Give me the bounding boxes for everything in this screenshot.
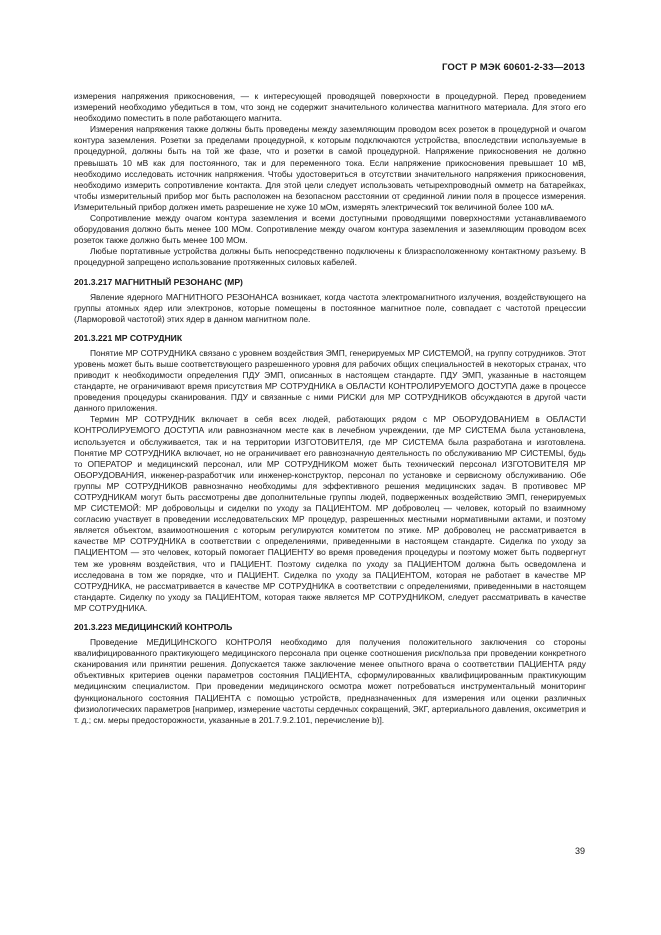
paragraph: Измерения напряжения также должны быть проведены между заземляющим проводом всех розеток в процедурной и очагом контура заземления. Розетки за пределами процедурной, к которым подключаются устройства, впоследствии используемые в процедурной, должны быть на той же фазе, что и розетки в самой процедурной. Напряжение прикосновения не должно превышать 10 мВ как для постоянного, так и для переменного тока. Если напряжение прикосновения превышает 10 мВ, необходимо исследовать источник напряжения. Чтобы удостовериться в отсутствии значительного напряжения прикосновения, необходимо измерить сопротивление контакта. Для этой цели следует использовать четырехпроводный омметр на батарейках, чтобы измерительный прибор мог быть расположен на безопасном расстоянии от срединной линии поля в процессе измерения. Измерительный прибор должен иметь разрешение не хуже 10 мОм, измерять электрический ток величиной более 100 мА. — [74, 124, 586, 212]
paragraph: Понятие МР СОТРУДНИКА связано с уровнем воздействия ЭМП, генерируемых МР СИСТЕМОЙ, на группу сотрудников. Этот уровень может быть выше соответствующего разрешенного уровня для рабочих общих специальностей в некоторых странах, что приводит к необходимости определения ПДУ ЭМП, описанных в настоящем стандарте. ПДУ ЭМП, указанные в настоящем стандарте, не ограничивают время присутствия МР СОТРУДНИКА в ОБЛАСТИ КОНТРОЛИРУЕМОГО ДОСТУПА даже в процессе проведения процедуры сканирования. ПДУ и связанные с ними РИСКИ для МР СОТРУДНИКОВ обсуждаются в другой части данного приложения. — [74, 347, 586, 414]
section-heading-mr-staff: 201.3.221 МР СОТРУДНИК — [74, 332, 183, 343]
paragraph: Термин МР СОТРУДНИК включает в себя всех людей, работающих рядом с МР ОБОРУДОВАНИЕМ в ОБЛАСТИ КОНТРОЛИРУЕМОГО ДОСТУПА или равнозначном месте как в лечебном учреждении, где МР СИСТЕМА была установлена, используется и обслуживается, так и на территории ИЗГОТОВИТЕЛЯ, где МР СИСТЕМА была разработана и изготовлена. Понятие МР СОТРУДНИКА включает, но не ограничивает его равнозначную деятельность по обслуживанию МР СИСТЕМЫ, будь то ОПЕРАТОР и медицинский персонал, или МР СОТРУДНИКОМ может быть технический персонал ИЗГОТОВИТЕЛЯ МР ОБОРУДОВАНИЯ, инженер-разработчик или инженер-конструктор, персонал по установке и сервисному обслуживанию. Обе группы МР СОТРУДНИКОВ равнозначно необходимы для эффективного решения медицинских задач. В противовес МР СОТРУДНИКАМ могут быть рассмотрены две дополнительные группы людей, подверженных воздействию ЭМП, генерируемых МР СИСТЕМОЙ: МР добровольцы и сиделки по уходу за ПАЦИЕНТОМ. МР доброволец — человек, который по взаимному согласию участвует в проведении исследовательских МР процедур, разрешенных местными нормативными актами, и поэтому является объектом, взаимоотношения с которым регулируются комитетом по этике. МР доброволец не рассматривается в качестве МР СОТРУДНИКА в соответствии с определениями, приведенными в настоящем стандарте. Сиделка по уходу за ПАЦИЕНТОМ — это человек, который помогает ПАЦИЕНТУ во время проведения процедуры и поэтому может быть подвергнут тем же уровням воздействия, что и ПАЦИЕНТ. Поэтому сиделка по уходу за ПАЦИЕНТОМ должна быть осведомлена и исследована в том же порядке, что и ПАЦИЕНТ. Сиделка по уходу за ПАЦИЕНТОМ, которая не работает в качестве МР СОТРУДНИКА, не рассматривается в качестве МР СОТРУДНИКА в соответствии с определениями, приведенными в настоящем стандарте. Сиделку по уходу за ПАЦИЕНТОМ, которая также является МР СОТРУДНИКОМ, следует рассматривать в качестве МР СОТРУДНИКА. — [74, 414, 586, 613]
section-heading-medical-control: 201.3.223 МЕДИЦИНСКИЙ КОНТРОЛЬ — [74, 622, 233, 633]
paragraph: измерения напряжения прикосновения, — к интересующей проводящей поверхности в процедурной. Перед проведением измерений необходимо убедиться в том, что зонд не содержит значительного количества магнитного материала. Для этого его необходимо поместить в поле работающего магнита. — [74, 91, 586, 124]
paragraph: Явление ядерного МАГНИТНОГО РЕЗОНАНСА возникает, когда частота электромагнитного излучения, воздействующего на группы атомных ядер или электронов, которые помещены в постоянное магнитное поле, совпадает с частотой прецессии (Ларморовой частотой) этих ядер в данном магнитном поле. — [74, 291, 586, 324]
paragraph: Проведение МЕДИЦИНСКОГО КОНТРОЛЯ необходимо для получения положительного заключения со стороны квалифицированного практикующего медицинского персонала при оценке соотношения риск/польза при проведении конкретного сканирования или принятии решения. Допускается также заключение менее опытного врача о соответствии ПАЦИЕНТА ряду объективных критериев оценки параметров состояния ПАЦИЕНТА, сформулированных квалифицированным практикующим медицинским специалистом. При проведении медицинского осмотра может потребоваться инструментальный мониторинг функционального состояния ПАЦИЕНТА с помощью устройств, предназначенных для измерения или оценки различных физиологических параметров [например, измерение частоты сердечных сокращений, ЭКГ, артериального давления, оксиметрия и т. д.; см. меры предосторожности, указанные в 201.7.9.2.101, перечисление b)]. — [74, 637, 586, 725]
page-number: 39 — [574, 846, 585, 856]
body-text — [74, 91, 586, 726]
standard-header: ГОСТ Р МЭК 60601-2-33—2013 — [441, 62, 585, 73]
paragraph: Любые портативные устройства должны быть непосредственно подключены к близрасположенному контактному разъему. В процедурной запрещено использование протяженных силовых кабелей. — [74, 246, 586, 268]
paragraph: Сопротивление между очагом контура заземления и всеми доступными проводящими поверхностями устанавливаемого оборудования должно быть менее 100 МОм. Сопротивление между очагом контура заземления и заземляющим проводом всех розеток также должно быть менее 100 МОм. — [74, 213, 586, 246]
section-heading-mr: 201.3.217 МАГНИТНЫЙ РЕЗОНАНС (МР) — [74, 276, 243, 287]
